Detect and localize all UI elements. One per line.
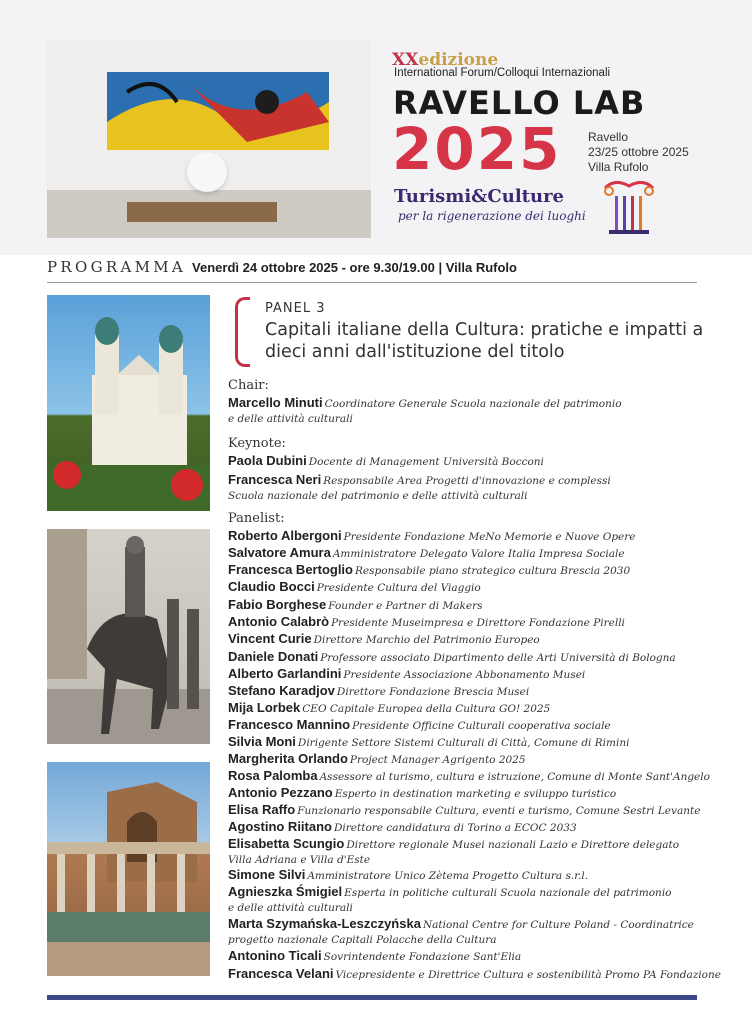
chair-label: Chair: [228, 378, 269, 393]
panelist-entry: Claudio Bocci Presidente Cultura del Viaggio [228, 579, 481, 594]
church-photo [47, 295, 210, 511]
program-date: Venerdì 24 ottobre 2025 - ore 9.30/19.00 | Villa Rufolo [192, 260, 517, 275]
panelist-entry: Alberto Garlandini Presidente Associazione Abbonamento Musei [228, 666, 586, 681]
panelist-entry: Antonio Pezzano Esperto in destination marketing e sviluppo turistico [228, 785, 617, 800]
brand-title: RAVELLO LAB [393, 84, 646, 122]
panel-label: PANEL 3 [265, 301, 326, 316]
keynote-label: Keynote: [228, 436, 286, 451]
forum-subtitle: International Forum/Colloqui Internazionali [394, 67, 611, 79]
white-sphere [187, 152, 227, 192]
keynote-entry: Francesca Neri Responsabile Area Progetti d'innovazione e complessi Scuola nazionale del patrimonio e delle attività culturali [228, 472, 611, 502]
display-table [127, 202, 277, 222]
event-info: Ravello 23/25 ottobre 2025 Villa Rufolo [588, 130, 689, 174]
panelist-entry: Fabio Borghese Founder e Partner di Makers [228, 597, 483, 612]
panelist-entry: Margherita Orlando Project Manager Agrigento 2025 [228, 751, 526, 766]
panelist-entry: Simone Silvi Amministratore Unico Zètema Progetto Cultura s.r.l. [228, 867, 589, 882]
theme-tagline: per la rigenerazione dei luoghi [398, 209, 586, 223]
panelist-entry: Elisabetta Scungio Direttore regionale Musei nazionali Lazio e Direttore delegato Villa Adriana e Villa d'Este [228, 836, 680, 866]
panelist-entry: Daniele Donati Professore associato Dipartimento delle Arti Università di Bologna [228, 649, 676, 664]
armor-museum-photo [47, 529, 210, 744]
program-bar [47, 258, 697, 277]
panelist-entry: Agostino Riitano Direttore candidatura di Torino a ECOC 2033 [228, 819, 577, 834]
theme-title: Turismi&Culture [394, 186, 565, 207]
panelist-entry: Salvatore Amura Amministratore Delegato Valore Italia Impresa Sociale [228, 545, 625, 560]
panelist-entry: Francesca Bertoglio Responsabile piano strategico cultura Brescia 2030 [228, 562, 631, 577]
tapestry-artwork [107, 72, 329, 150]
panelist-entry: Francesco Mannino Presidente Officine Culturali cooperativa sociale [228, 717, 611, 732]
panelist-entry: Roberto Albergoni Presidente Fondazione MeNo Memorie e Nuove Opere [228, 528, 636, 543]
panelist-entry: Francesca Velani Vicepresidente e Direttrice Cultura e sostenibilità Promo PA Fondazione [228, 966, 721, 981]
panelist-entry: Marta Szymańska-Leszczyńska National Centre for Culture Poland - Coordinatrice progetto nazionale Capitali Polacche della Cultura [228, 916, 694, 946]
panelist-entry: Rosa Palomba Assessore al turismo, cultura e istruzione, Comune di Monte Sant'Angelo [228, 768, 710, 783]
panelist-entry: Stefano Karadjov Direttore Fondazione Brescia Musei [228, 683, 530, 698]
divider [47, 282, 697, 283]
chair-entry: Marcello Minuti Coordinatore Generale Scuola nazionale del patrimonio e delle attività culturali [228, 395, 622, 425]
panel-bracket [235, 297, 250, 367]
keynote-entry: Paola Dubini Docente di Management Università Bocconi [228, 453, 544, 468]
year-logo: 2025 [392, 115, 562, 183]
panelist-label: Panelist: [228, 511, 285, 526]
panelist-entry: Silvia Moni Dirigente Settore Sistemi Culturali di Città, Comune di Rimini [228, 734, 630, 749]
villa-adriana-photo [47, 762, 210, 976]
panelist-entry: Agnieszka Śmigiel Esperta in politiche culturali Scuola nazionale del patrimonio e delle attività culturali [228, 884, 672, 914]
panelist-entry: Elisa Raffo Funzionario responsabile Cultura, eventi e turismo, Comune Sestri Levante [228, 802, 701, 817]
ionic-column-icon [601, 178, 657, 236]
panel-title: Capitali italiane della Cultura: pratiche e impatti a dieci anni dall'istituzione del titolo [265, 320, 704, 362]
panelist-entry: Vincent Curie Direttore Marchio del Patrimonio Europeo [228, 631, 540, 646]
bottom-bar [47, 995, 697, 1000]
panelist-entry: Antonio Calabrò Presidente Museimpresa e Direttore Fondazione Pirelli [228, 614, 625, 629]
panelist-entry: Antonino Ticali Sovrintendente Fondazione Sant'Elia [228, 948, 522, 963]
edition-label: XXedizione [392, 50, 499, 70]
panelist-entry: Mija Lorbek CEO Capitale Europea della Cultura GO! 2025 [228, 700, 551, 715]
program-label: PROGRAMMA [47, 258, 187, 276]
museum-hero-image [47, 40, 371, 238]
